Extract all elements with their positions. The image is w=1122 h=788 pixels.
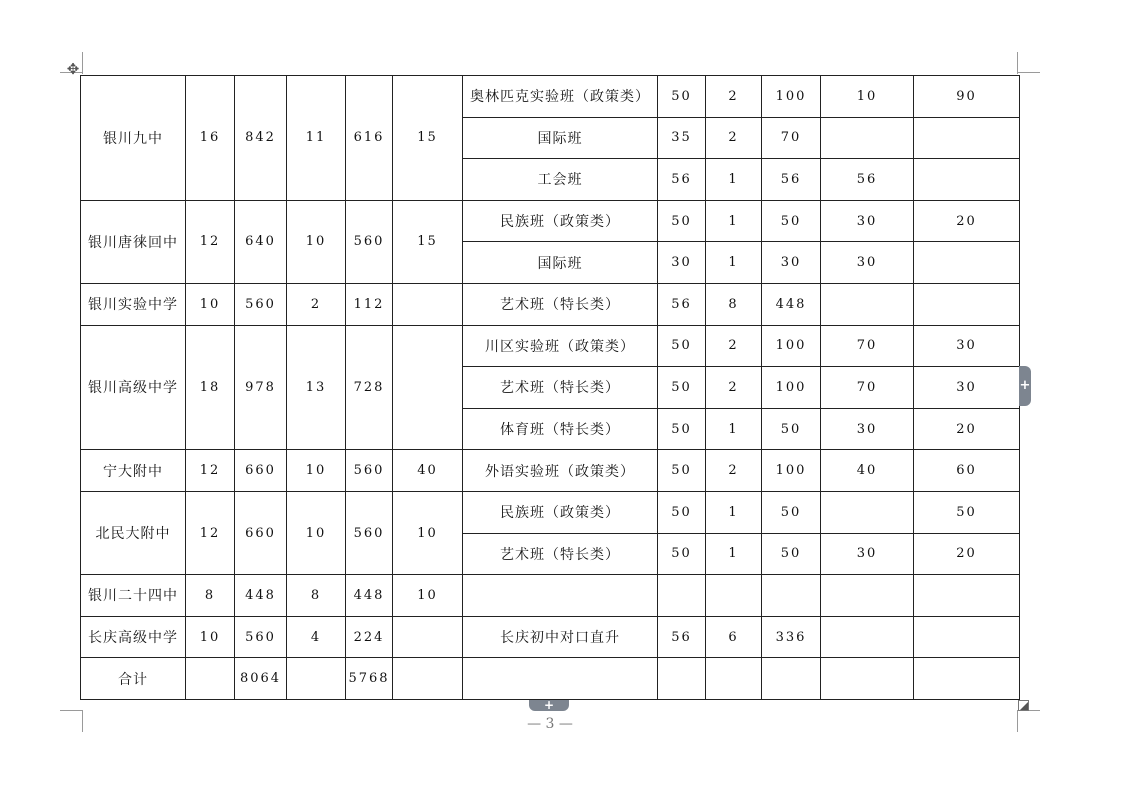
class-type-cell[interactable]: 国际班 xyxy=(463,117,658,159)
add-column-button[interactable]: + xyxy=(1019,366,1031,406)
cell-col9[interactable] xyxy=(762,658,821,700)
cell-col11[interactable] xyxy=(914,242,1020,284)
cell-col4[interactable]: 224 xyxy=(346,616,393,658)
class-type-cell[interactable]: 体育班（特长类） xyxy=(463,408,658,450)
school-name-cell[interactable]: 银川九中 xyxy=(81,76,186,201)
cell-col8[interactable]: 1 xyxy=(706,242,762,284)
cell-col11[interactable] xyxy=(914,117,1020,159)
cell-col9[interactable]: 70 xyxy=(762,117,821,159)
cell-col9[interactable]: 56 xyxy=(762,159,821,201)
cell-col11[interactable]: 60 xyxy=(914,450,1020,492)
cell-col9[interactable]: 100 xyxy=(762,450,821,492)
cell-col10[interactable]: 70 xyxy=(821,325,914,367)
cell-col5[interactable] xyxy=(393,325,463,450)
cell-col2[interactable]: 640 xyxy=(235,200,287,283)
cell-col3[interactable]: 8 xyxy=(287,575,346,617)
cell-col1[interactable]: 16 xyxy=(186,76,235,201)
cell-col3[interactable] xyxy=(287,658,346,700)
class-type-cell[interactable]: 艺术班（特长类） xyxy=(463,367,658,409)
cell-col11[interactable]: 20 xyxy=(914,200,1020,242)
cell-col1[interactable]: 12 xyxy=(186,491,235,574)
cell-col8[interactable]: 1 xyxy=(706,408,762,450)
cell-col10[interactable] xyxy=(821,658,914,700)
cell-col3[interactable]: 10 xyxy=(287,491,346,574)
table-row xyxy=(81,491,1020,533)
add-row-button[interactable]: + xyxy=(529,700,569,711)
cell-col1[interactable]: 10 xyxy=(186,283,235,325)
cell-col10[interactable]: 70 xyxy=(821,367,914,409)
cell-col7[interactable]: 35 xyxy=(658,117,706,159)
cell-col2[interactable]: 842 xyxy=(235,76,287,201)
cell-col7[interactable]: 50 xyxy=(658,491,706,533)
cell-col2[interactable]: 448 xyxy=(235,575,287,617)
cell-col11[interactable]: 50 xyxy=(914,491,1020,533)
class-type-cell[interactable]: 川区实验班（政策类） xyxy=(463,325,658,367)
cell-col9[interactable]: 448 xyxy=(762,283,821,325)
class-type-cell[interactable]: 工会班 xyxy=(463,159,658,201)
cell-col4[interactable]: 560 xyxy=(346,491,393,574)
cell-col8[interactable]: 1 xyxy=(706,159,762,201)
cell-col7[interactable]: 56 xyxy=(658,283,706,325)
cell-col10[interactable] xyxy=(821,575,914,617)
class-type-cell[interactable]: 民族班（政策类） xyxy=(463,491,658,533)
cell-col10[interactable]: 30 xyxy=(821,242,914,284)
school-name-cell[interactable]: 宁大附中 xyxy=(81,450,186,492)
cell-col7[interactable]: 50 xyxy=(658,450,706,492)
cell-col4[interactable]: 728 xyxy=(346,325,393,450)
table-row xyxy=(81,616,1020,658)
cell-col11[interactable] xyxy=(914,658,1020,700)
cell-col2[interactable]: 660 xyxy=(235,491,287,574)
cell-col10[interactable]: 30 xyxy=(821,408,914,450)
table-row xyxy=(81,283,1020,325)
cell-col4[interactable]: 560 xyxy=(346,450,393,492)
cell-col10[interactable]: 40 xyxy=(821,450,914,492)
cell-col8[interactable]: 2 xyxy=(706,450,762,492)
cell-col8[interactable]: 2 xyxy=(706,117,762,159)
cell-col11[interactable]: 30 xyxy=(914,367,1020,409)
cell-col10[interactable]: 30 xyxy=(821,200,914,242)
crop-mark-top-right-v xyxy=(1017,52,1018,74)
crop-mark-top-right-h xyxy=(1018,72,1040,73)
cell-col1[interactable]: 10 xyxy=(186,616,235,658)
cell-col7[interactable]: 30 xyxy=(658,242,706,284)
school-name-cell[interactable]: 合计 xyxy=(81,658,186,700)
table-row xyxy=(81,575,1020,617)
cell-col3[interactable]: 10 xyxy=(287,450,346,492)
table-row xyxy=(81,200,1020,242)
cell-col10[interactable]: 30 xyxy=(821,533,914,575)
cell-col3[interactable]: 11 xyxy=(287,76,346,201)
cell-col9[interactable]: 50 xyxy=(762,408,821,450)
cell-col11[interactable]: 20 xyxy=(914,408,1020,450)
cell-col5[interactable]: 15 xyxy=(393,200,463,283)
school-name-cell[interactable]: 银川二十四中 xyxy=(81,575,186,617)
table-resize-handle-icon[interactable] xyxy=(1018,700,1029,711)
cell-col2[interactable]: 560 xyxy=(235,616,287,658)
cell-col8[interactable]: 1 xyxy=(706,200,762,242)
cell-col4[interactable]: 448 xyxy=(346,575,393,617)
class-type-cell[interactable]: 艺术班（特长类） xyxy=(463,533,658,575)
cell-col4[interactable]: 616 xyxy=(346,76,393,201)
cell-col8[interactable] xyxy=(706,658,762,700)
cell-col9[interactable]: 30 xyxy=(762,242,821,284)
cell-col7[interactable]: 56 xyxy=(658,616,706,658)
cell-col1[interactable]: 8 xyxy=(186,575,235,617)
cell-col11[interactable]: 20 xyxy=(914,533,1020,575)
cell-col7[interactable]: 50 xyxy=(658,408,706,450)
table-move-handle-icon[interactable]: ✥ xyxy=(66,60,80,78)
cell-col7[interactable]: 50 xyxy=(658,367,706,409)
cell-col9[interactable] xyxy=(762,575,821,617)
cell-col3[interactable]: 2 xyxy=(287,283,346,325)
cell-col7[interactable]: 50 xyxy=(658,200,706,242)
cell-col8[interactable]: 2 xyxy=(706,76,762,118)
cell-col11[interactable]: 90 xyxy=(914,76,1020,118)
cell-col10[interactable] xyxy=(821,283,914,325)
cell-col4[interactable]: 5768 xyxy=(346,658,393,700)
school-name-cell[interactable]: 北民大附中 xyxy=(81,491,186,574)
cell-col9[interactable]: 100 xyxy=(762,76,821,118)
cell-col9[interactable]: 336 xyxy=(762,616,821,658)
school-name-cell[interactable]: 长庆高级中学 xyxy=(81,616,186,658)
cell-col2[interactable]: 660 xyxy=(235,450,287,492)
cell-col8[interactable]: 6 xyxy=(706,616,762,658)
school-name-cell[interactable]: 银川唐徕回中 xyxy=(81,200,186,283)
cell-col8[interactable]: 1 xyxy=(706,491,762,533)
cell-col10[interactable]: 10 xyxy=(821,76,914,118)
class-type-cell[interactable]: 民族班（政策类） xyxy=(463,200,658,242)
cell-col8[interactable]: 1 xyxy=(706,533,762,575)
cell-col5[interactable]: 15 xyxy=(393,76,463,201)
table-row xyxy=(81,325,1020,367)
cell-col7[interactable]: 56 xyxy=(658,159,706,201)
cell-col8[interactable]: 2 xyxy=(706,367,762,409)
cell-col3[interactable]: 10 xyxy=(287,200,346,283)
class-type-cell[interactable]: 外语实验班（政策类） xyxy=(463,450,658,492)
cell-col1[interactable]: 18 xyxy=(186,325,235,450)
cell-col2[interactable]: 978 xyxy=(235,325,287,450)
table-row xyxy=(81,658,1020,700)
class-type-cell[interactable] xyxy=(463,658,658,700)
cell-col8[interactable]: 8 xyxy=(706,283,762,325)
class-type-cell[interactable]: 奥林匹克实验班（政策类） xyxy=(463,76,658,118)
cell-col4[interactable]: 112 xyxy=(346,283,393,325)
crop-mark-bottom-left-h xyxy=(60,710,82,711)
cell-col11[interactable] xyxy=(914,283,1020,325)
cell-col10[interactable] xyxy=(821,616,914,658)
cell-col11[interactable] xyxy=(914,616,1020,658)
cell-col5[interactable]: 10 xyxy=(393,491,463,574)
class-type-cell[interactable] xyxy=(463,575,658,617)
admission-table xyxy=(80,75,1020,700)
cell-col1[interactable]: 12 xyxy=(186,450,235,492)
cell-col5[interactable] xyxy=(393,283,463,325)
cell-col7[interactable]: 50 xyxy=(658,76,706,118)
cell-col2[interactable]: 560 xyxy=(235,283,287,325)
page-number: — 3 — xyxy=(527,716,573,732)
cell-col2[interactable]: 8064 xyxy=(235,658,287,700)
cell-col10[interactable] xyxy=(821,491,914,533)
cell-col8[interactable] xyxy=(706,575,762,617)
cell-col1[interactable] xyxy=(186,658,235,700)
cell-col5[interactable] xyxy=(393,658,463,700)
cell-col1[interactable]: 12 xyxy=(186,200,235,283)
table-row xyxy=(81,450,1020,492)
cell-col4[interactable]: 560 xyxy=(346,200,393,283)
cell-col11[interactable]: 30 xyxy=(914,325,1020,367)
school-name-cell[interactable]: 银川实验中学 xyxy=(81,283,186,325)
cell-col5[interactable] xyxy=(393,616,463,658)
class-type-cell[interactable]: 长庆初中对口直升 xyxy=(463,616,658,658)
cell-col5[interactable]: 10 xyxy=(393,575,463,617)
cell-col9[interactable]: 100 xyxy=(762,325,821,367)
cell-col10[interactable] xyxy=(821,117,914,159)
crop-mark-top-left-v xyxy=(82,52,83,74)
cell-col9[interactable]: 50 xyxy=(762,200,821,242)
class-type-cell[interactable]: 艺术班（特长类） xyxy=(463,283,658,325)
cell-col9[interactable]: 50 xyxy=(762,491,821,533)
cell-col7[interactable] xyxy=(658,658,706,700)
school-name-cell[interactable]: 银川高级中学 xyxy=(81,325,186,450)
cell-col3[interactable]: 13 xyxy=(287,325,346,450)
cell-col3[interactable]: 4 xyxy=(287,616,346,658)
cell-col10[interactable]: 56 xyxy=(821,159,914,201)
cell-col7[interactable] xyxy=(658,575,706,617)
cell-col11[interactable] xyxy=(914,159,1020,201)
cell-col5[interactable]: 40 xyxy=(393,450,463,492)
cell-col7[interactable]: 50 xyxy=(658,533,706,575)
cell-col9[interactable]: 50 xyxy=(762,533,821,575)
cell-col7[interactable]: 50 xyxy=(658,325,706,367)
cell-col11[interactable] xyxy=(914,575,1020,617)
cell-col9[interactable]: 100 xyxy=(762,367,821,409)
table-row xyxy=(81,76,1020,118)
class-type-cell[interactable]: 国际班 xyxy=(463,242,658,284)
cell-col8[interactable]: 2 xyxy=(706,325,762,367)
